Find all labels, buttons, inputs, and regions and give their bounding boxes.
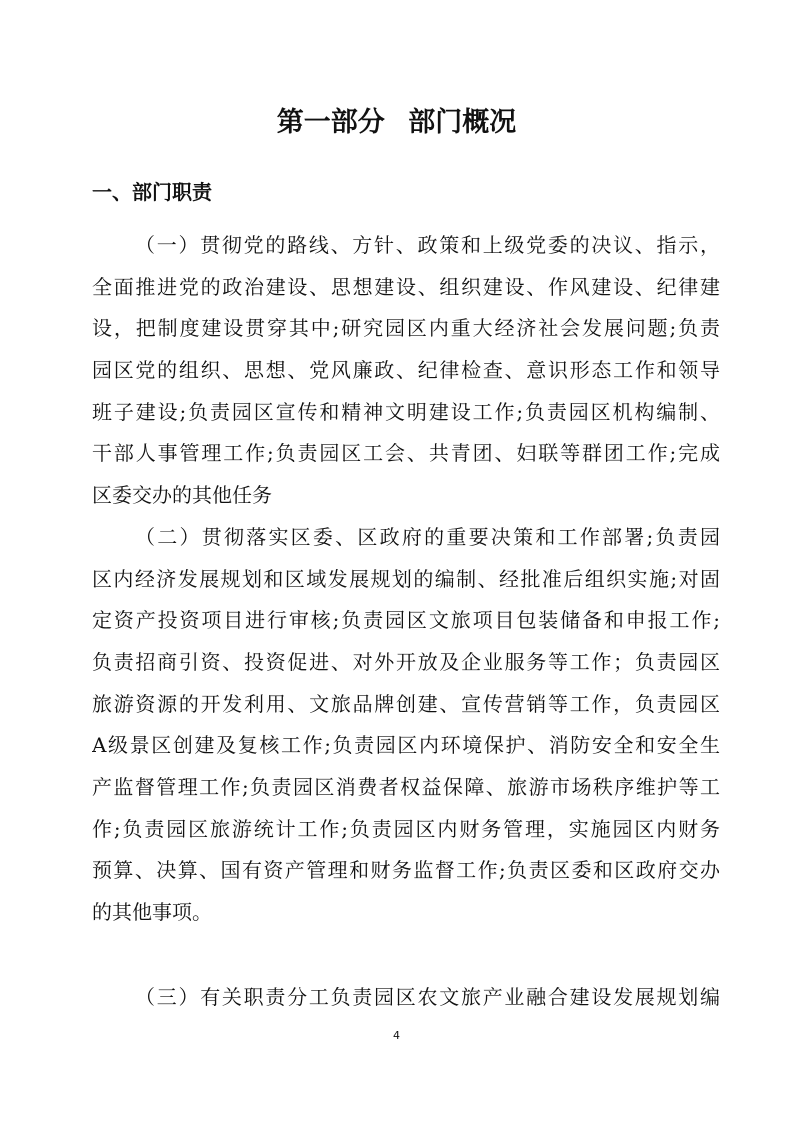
paragraph-line: 产监督管理工作;负责园区消费者权益保障、旅游市场秩序维护等工 — [92, 774, 720, 799]
paragraph-line: 定资产投资项目进行审核;负责园区文旅项目包装储备和申报工作; — [92, 608, 720, 633]
page-number: 4 — [393, 1029, 400, 1042]
paragraph-2 — [92, 517, 720, 934]
paragraph-line: A级景区创建及复核工作;负责园区内环境保护、消防安全和安全生 — [92, 733, 720, 758]
paragraph-line: （二）贯彻落实区委、区政府的重要决策和工作部署;负责园 — [135, 524, 720, 549]
paragraph-line: 区内经济发展规划和区域发展规划的编制、经批准后组织实施;对固 — [92, 566, 720, 591]
paragraph-line: （一）贯彻党的路线、方针、政策和上级党委的决议、指示， — [135, 233, 720, 257]
paragraph-line: 全面推进党的政治建设、思想建设、组织建设、作风建设、纪律建 — [92, 274, 720, 299]
paragraph-line: 班子建设;负责园区宣传和精神文明建设工作;负责园区机构编制、 — [92, 399, 720, 424]
paragraph-line: 设，把制度建设贯穿其中;研究园区内重大经济社会发展问题;负责 — [92, 316, 720, 341]
paragraph-line: 的其他事项。 — [92, 900, 212, 924]
paragraph-line: （三）有关职责分工负责园区农文旅产业融合建设发展规划编 — [135, 985, 720, 1009]
body-text — [92, 225, 720, 934]
paragraph-3 — [92, 977, 720, 1019]
section-heading: 一、部门职责 — [92, 180, 212, 204]
paragraph-1 — [92, 225, 720, 517]
paragraph-line: 旅游资源的开发利用、文旅品牌创建、宣传营销等工作，负责园区 — [92, 691, 720, 716]
document-title: 第一部分 部门概况 — [276, 107, 517, 138]
paragraph-line: 预算、决算、国有资产管理和财务监督工作;负责区委和区政府交办 — [92, 858, 720, 883]
paragraph-line: 负责招商引资、投资促进、对外开放及企业服务等工作；负责园区 — [92, 649, 720, 674]
paragraph-line: 区委交办的其他任务 — [92, 483, 272, 508]
paragraph-line: 作;负责园区旅游统计工作;负责园区内财务管理，实施园区内财务 — [92, 816, 720, 841]
paragraph-line: 园区党的组织、思想、党风廉政、纪律检查、意识形态工作和领导 — [92, 358, 720, 383]
paragraph-line: 干部人事管理工作;负责园区工会、共青团、妇联等群团工作;完成 — [92, 441, 720, 466]
